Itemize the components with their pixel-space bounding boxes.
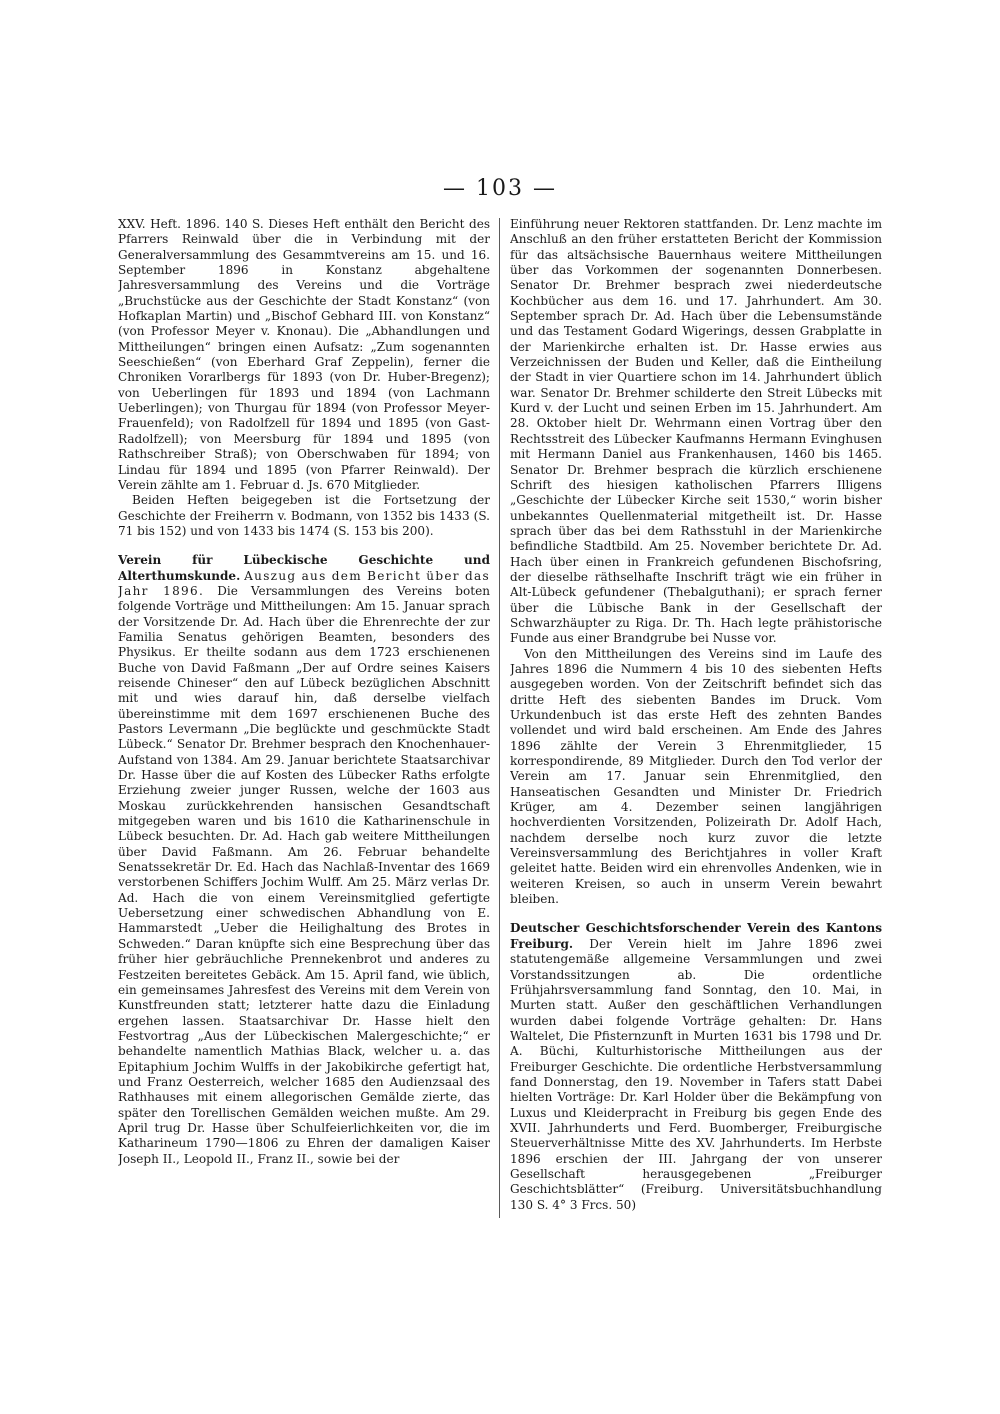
column-divider (499, 218, 500, 1218)
section-gap (118, 539, 490, 553)
section-gap (510, 907, 882, 921)
right-column (510, 217, 882, 1222)
section-heading-luebeck: Verein für Lübeckische Geschichte und Alterthumskunde. (118, 553, 490, 583)
section-luebeck (118, 553, 490, 1167)
paragraph-luebeck-report: Die Versammlungen des Vereins boten folgende Vorträge und Mittheilungen: Am 15. Januar sprach der Vorsitzende Dr. Ad. Hach über die Ehrenrechte der zur Familia Senatus gehörigen Beamten, besonders des Physikus. Er theilte sodann aus dem 1723 erschienenen Buche von David Faßmann „Der auf Ordre seines Kaisers reisende Chineser“ den auf Lübeck bezüglichen Abschnitt mit und wies darauf hin, daß derselbe vielfach übereinstimme mit dem 1697 erschienenen Buche des Pastors Levermann „Die beglückte und geschmückte Stadt Lübeck.“ Senator Dr. Brehmer besprach den Knochenhauer-Aufstand von 1384. Am 29. Januar berichtete Staatsarchivar Dr. Hasse über die auf Kosten des Lübecker Raths erfolgte Erziehung zweier junger Russen, welche der 1603 aus Moskau zurückkehrenden hansischen Gesandtschaft mitgegeben waren und bis 1610 die Katharinenschule in Lübeck besuchten. Dr. Ad. Hach gab weitere Mittheilungen über David Faßmann. Am 26. Februar behandelte Senatssekretär Dr. Ed. Hach das Nachlaß-Inventar des 1669 verstorbenen Schiffers Jochim Wulff. Am 25. März verlas Dr. Ad. Hach die von einem Vereinsmitglied gefertigte Uebersetzung einer schwedischen Abhandlung von E. Hammarstedt „Ueber die Heilighaltung des Brotes in Schweden.“ Daran knüpfte sich eine Besprechung über das früher hier gebräuchliche Prennekenbrot und anderes zu Festzeiten bereitetes Gebäck. Am 15. April fand, wie üblich, ein gemeinsames Jahresfest des Vereins mit dem Verein von Kunstfreunden statt; letzterer hatte dazu die Einladung ergehen lassen. Staatsarchivar Dr. Hasse hielt den Festvortrag „Aus der Lübeckischen Malergeschichte;“ er behandelte namentlich Mathias Black, welcher u. a. das Epitaphium Jochim Wulffs in der Jakobikirche gefertigt hat, und Franz Oesterreich, welcher 1685 den Audienzsaal des Rathhauses mit einem allegorischen Gemälde zierte, das später den Torellischen Gemälden weichen mußte. Am 29. April trug Dr. Hasse über Schulfeierlichkeiten vor, die im Katharineum 1790—1806 zu Ehren der damaligen Kaiser Joseph II., Leopold II., Franz II., sowie bei der (118, 583, 490, 1166)
paragraph-mittheilungen: Von den Mittheilungen des Vereins sind im Laufe des Jahres 1896 die Nummern 4 bis 10 des siebenten Hefts ausgegeben worden. Von der Zeitschrift befindet sich das dritte Heft des siebenten Bandes im Druck. Vom Urkundenbuch ist das erste Heft des zehnten Bandes vollendet und wird bald erscheinen. Am Ende des Jahres 1896 zählte der Verein 3 Ehrenmitglieder, 15 korrespondirende, 89 Mitglieder. Durch den Tod verlor der Verein am 17. Januar sein Ehrenmitglied, den Hanseatischen Gesandten und Minister Dr. Friedrich Krüger, am 4. Dezember seinen langjährigen hochverdienten Vorsitzenden, Polizeirath Dr. Adolf Hach, nachdem derselbe noch kurz zuvor die letzte Vereinsversammlung des Berichtjahres in voller Kraft geleitet hatte. Beiden wird ein ehrenvolles Andenken, wie in weiteren Kreisen, so auch in unserm Verein bewahrt bleiben. (510, 646, 882, 907)
section-heading-freiburg: Deutscher Geschichtsforschender Verein des Kantons Freiburg. (510, 921, 882, 951)
paragraph-freiburg-report: Der Verein hielt im Jahre 1896 zwei statutengemäße allgemeine Versammlungen und zwei Vorstandssitzungen ab. Die ordentliche Frühjahrsversammlung fand Sonntag, den 10. Mai, in Murten statt. Außer den geschäftlichen Verhandlungen wurden dabei folgende Vorträge gehalten: Dr. Hans Waltelet, Die Pfisternzunft in Murten 1631 bis 1798 und Dr. A. Büchi, Kulturhistorische Mittheilungen aus der Freiburger Geschichte. Die ordentliche Herbstversammlung fand Donnerstag, den 19. November in Tafers statt Dabei hielten Vorträge: Dr. Karl Holder über die Bekämpfung von Luxus und Kleiderpracht in Freiburg bis gegen Ende des XVII. Jahrhunderts und Ferd. Buomberger, Freiburgische Steuerverhältnisse Mitte des XV. Jahrhunderts. Im Herbste 1896 erschien der III. Jahrgang der von unserer Gesellschaft herausgegebenen „Freiburger Geschichtsblätter“ (Freiburg. Universitätsbuchhandlung 130 S. 4° 3 Frcs. 50) (510, 936, 882, 1212)
paragraph-heft-xxv: XXV. Heft. 1896. 140 S. Dieses Heft enthält den Bericht des Pfarrers Reinwald über die in Verbindung mit der Generalversammlung des Gesammtvereins am 15. und 16. September 1896 in Konstanz abgehaltene Jahresversammlung des Vereins und die Vorträge „Bruchstücke aus der Geschichte der Stadt Konstanz“ (von Hofkaplan Martin) und „Bischof Gebhard III. von Konstanz“ (von Professor Meyer v. Knonau). Die „Abhandlungen und Mittheilungen“ bringen einen Aufsatz: „Zum sogenannten Seeschießen“ (von Eberhard Graf Zeppelin), ferner die Chroniken Vorarlbergs für 1893 (von Dr. Huber-Bregenz); von Ueberlingen für 1893 und 1894 (von Lachmann Ueberlingen); von Thurgau für 1894 (von Professor Meyer-Frauenfeld); von Radolfzell für 1894 und 1895 (von Gast-Radolfzell); von Meersburg für 1894 und 1895 (von Rathschreiber Straß); von Oberschwaben für 1894; von Lindau für 1894 und 1895 (von Pfarrer Reinwald). Der Verein zählte am 1. Februar d. Js. 670 Mitglieder. (118, 217, 490, 492)
paragraph-luebeck-continued: Einführung neuer Rektoren stattfanden. Dr. Lenz machte im Anschluß an den früher erstatteten Bericht der Kommission für das altsächsische Bauernhaus weitere Mittheilungen über das Vorkommen der sogenannten Donnerbesen. Senator Dr. Brehmer besprach zwei niederdeutsche Kochbücher aus dem 16. und 17. Jahrhundert. Am 30. September sprach Dr. Ad. Hach über die Lebensumstände und das Testament Godard Wigerings, dessen Grabplatte in der Marienkirche erhalten ist. Dr. Hasse erwies aus Verzeichnissen der Buden und Keller, daß die Eintheilung der Stadt in vier Quartiere schon im 14. Jahrhundert üblich war. Senator Dr. Brehmer schilderte den Streit Lübecks mit Kurd v. der Lucht und seinen Erben im 15. Jahrhundert. Am 28. Oktober hielt Dr. Wehrmann einen Vortrag über den Rechtsstreit des Lübecker Kaufmanns Hermann Evinghusen mit Hermann Daniel aus Frankenhausen, 1460 bis 1465. Senator Dr. Brehmer besprach die kürzlich erschienene Schrift des hiesigen katholischen Pfarrers Illigens „Geschichte der Lübecker Kirche seit 1530,“ worin bisher unbekanntes Quellenmaterial mitgetheilt ist. Dr. Hasse sprach über das bei dem Rathsstuhl in der Marienkirche befindliche Stadtbild. Am 25. November berichtete Dr. Ad. Hach über einen in Frankreich gefundenen Bischofsring, der dieselbe räthselhafte Inschrift trägt wie ein früher in Alt-Lübeck gefundener (Thebalguthani); er sprach ferner über die Lübische Bank in der Gesellschaft der Schwarzhäupter zu Riga. Dr. Th. Hach legte prähistorische Funde aus einer Brandgrube bei Nusse vor. (510, 217, 882, 646)
paragraph-bodmann: Beiden Heften beigegeben ist die Fortsetzung der Geschichte der Freiherrn v. Bodmann, von 1352 bis 1433 (S. 71 bis 152) und von 1433 bis 1474 (S. 153 bis 200). (118, 493, 490, 538)
page-number: — 103 — (443, 176, 557, 201)
section-freiburg (510, 921, 882, 1213)
left-column (118, 217, 490, 1222)
report-lead-luebeck: Auszug aus dem Bericht über das Jahr 1896. (118, 568, 490, 598)
